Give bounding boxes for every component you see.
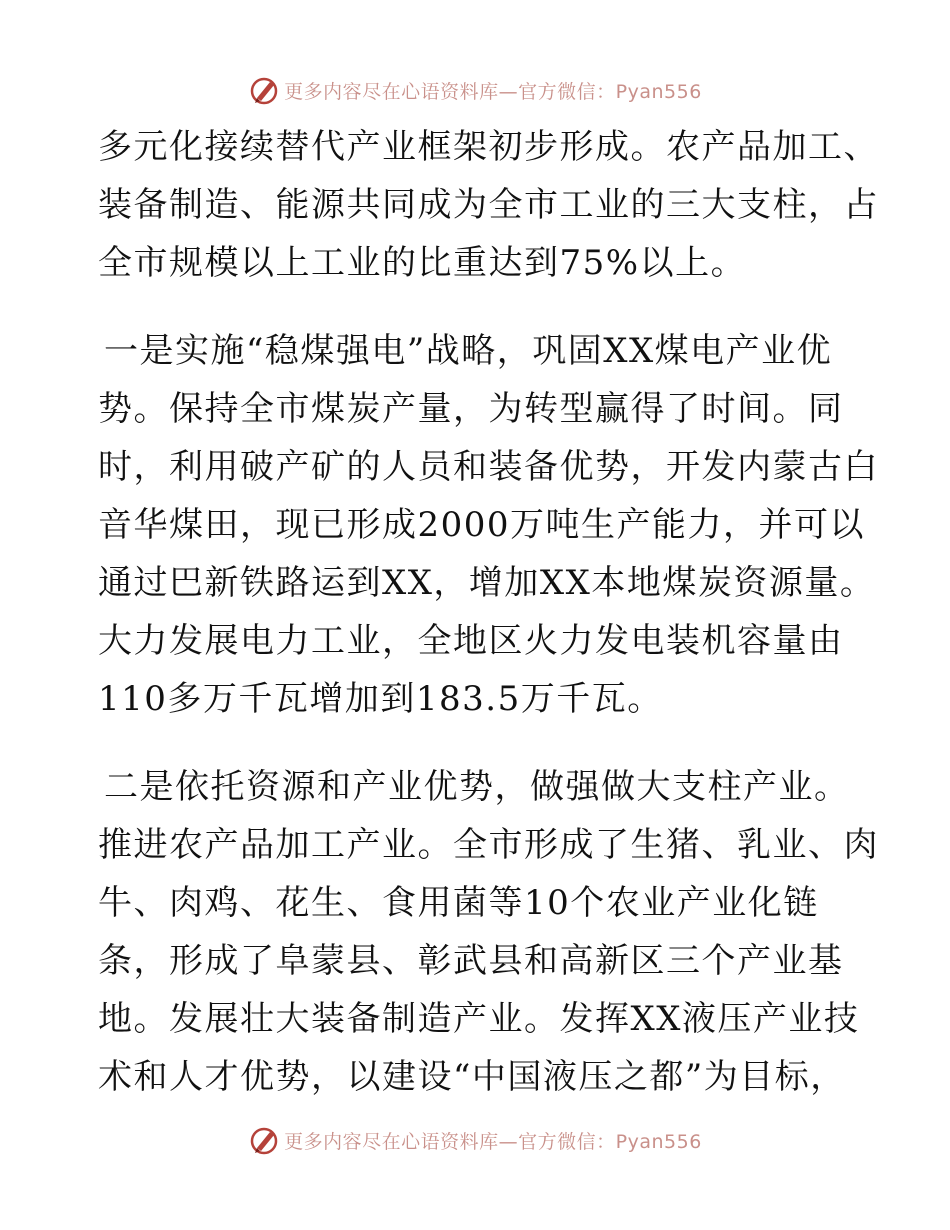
- text-line: 时，利用破产矿的人员和装备优势，开发内蒙古白: [98, 447, 879, 487]
- paragraph-3: [98, 758, 879, 1106]
- text-line: 装备制造、能源共同成为全市工业的三大支柱，占: [98, 185, 879, 225]
- text-line: 多元化接续替代产业框架初步形成。农产品加工、: [98, 127, 879, 167]
- text-line: 一是实施“稳煤强电”战略，巩固XX煤电产业优: [104, 331, 833, 371]
- watermark-text: 更多内容尽在心语资料库—官方微信：Pyan556: [284, 1130, 702, 1153]
- text-line: 势。保持全市煤炭产量，为转型赢得了时间。同: [98, 389, 844, 429]
- paragraph-1: [98, 118, 879, 292]
- text-line: 音华煤田，现已形成2000万吨生产能力，并可以: [98, 505, 866, 545]
- text-line: 110多万千瓦增加到183.5万千瓦。: [98, 679, 663, 719]
- text-line: 二是依托资源和产业优势，做强做大支柱产业。: [104, 767, 850, 807]
- text-line: 牛、肉鸡、花生、食用菌等10个农业产业化链: [98, 883, 819, 923]
- pen-nib-logo-icon: [248, 74, 280, 106]
- watermark-text: 更多内容尽在心语资料库—官方微信：Pyan556: [284, 80, 702, 103]
- text-line: 通过巴新铁路运到XX，增加XX本地煤炭资源量。: [98, 563, 876, 603]
- text-line: 大力发展电力工业，全地区火力发电装机容量由: [98, 621, 844, 661]
- text-line: 条，形成了阜蒙县、彰武县和高新区三个产业基: [98, 941, 844, 981]
- text-line: 全市规模以上工业的比重达到75%以上。: [98, 243, 747, 283]
- pen-nib-logo-icon: [248, 1124, 280, 1156]
- text-line: 推进农产品加工产业。全市形成了生猪、乳业、肉: [98, 825, 879, 865]
- footer-watermark-banner: [0, 1120, 950, 1160]
- paragraph-2: [98, 322, 879, 728]
- document-body: [98, 118, 879, 1106]
- text-line: 地。发展壮大装备制造产业。发挥XX液压产业技: [98, 999, 860, 1039]
- header-watermark-banner: [0, 70, 950, 110]
- text-line: 术和人才优势，以建设“中国液压之都”为目标，: [98, 1057, 846, 1097]
